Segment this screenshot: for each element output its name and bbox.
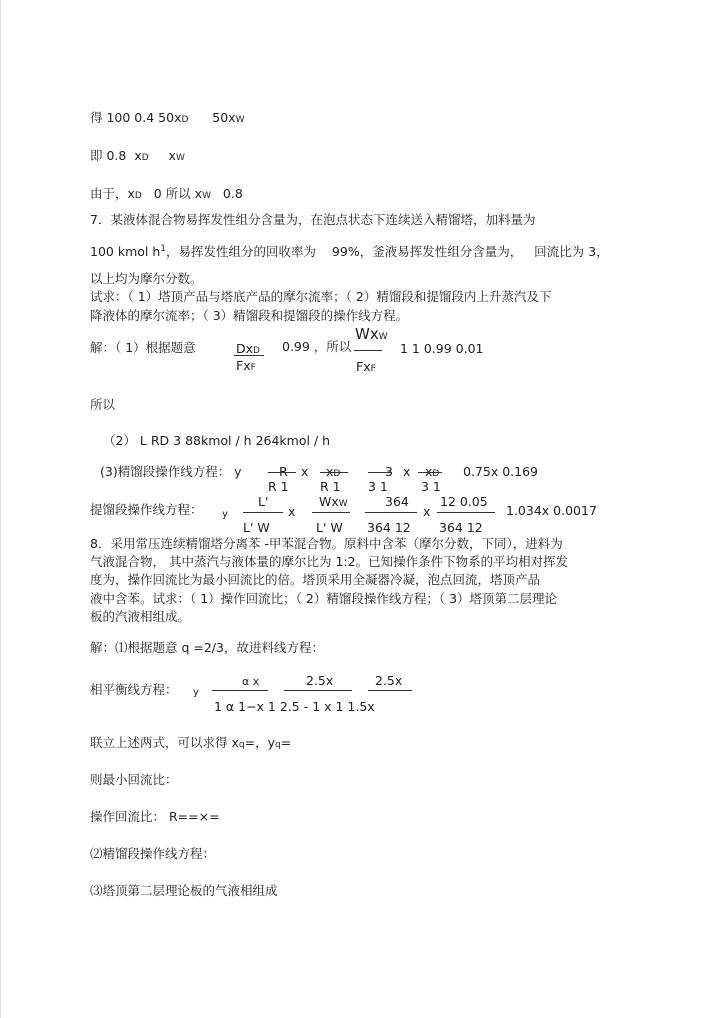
problem-8-line-2: 气液混合物， 其中蒸汽与液体量的摩尔比为 1:2。已知操作条件下物系的平均相对挥发 [90, 554, 569, 569]
eq-text: 100 kmol h [90, 244, 161, 260]
fraction-bar [243, 512, 283, 513]
subscript: q [274, 740, 281, 750]
eq-text: L' W [316, 520, 343, 535]
subscript: D [181, 115, 189, 125]
eq-line-1 [90, 111, 244, 127]
subscript: W [202, 191, 211, 201]
eq-text: x [425, 464, 433, 479]
eq-text: 0.8 [222, 186, 243, 201]
eq-text: 3 1 [368, 479, 388, 494]
solution-8-line-3 [90, 736, 291, 752]
page-edge [0, 0, 1, 1018]
subscript: D [141, 153, 149, 163]
eq-text: 1 α 1−x 1 2.5 - 1 x 1 1.5x [214, 699, 375, 714]
eq-text: x [168, 148, 176, 163]
eq-text: x [423, 504, 431, 519]
eq-text [319, 495, 348, 511]
eq-text: L' W [243, 520, 270, 535]
eq-text: = [280, 735, 292, 750]
fraction-bar [268, 472, 296, 473]
solution-2: （2） L RD 3 88kmol / h 264kmol / h [103, 433, 331, 448]
subscript: W [338, 499, 348, 509]
eq-text: 364 12 [439, 520, 483, 535]
eq-text: Wx [355, 325, 379, 343]
subscript: D [333, 469, 341, 479]
fraction-bar [234, 355, 264, 356]
problem-7-line-4: 试求：（ 1）塔顶产品与塔底产品的摩尔流率；（ 2）精馏段和提馏段内上升蒸汽及下 [90, 289, 552, 304]
eq-text: L' [258, 494, 269, 509]
eq-text: 364 [385, 494, 409, 509]
eq-line-3 [90, 187, 243, 203]
eq-text: 12 0.05 [440, 494, 488, 509]
eq-text: α x [242, 675, 260, 688]
eq-text: 即 0.8 [90, 148, 127, 163]
eq-text: 1.034x 0.0017 [506, 503, 597, 518]
problem-7-line-1: 7．某液体混合物易挥发性组分含量为，在泡点状态下连续送入精馏塔，加料量为 [90, 212, 536, 227]
solution-3-label: (3)精馏段操作线方程： y [100, 464, 242, 479]
fraction-bar [320, 472, 348, 473]
eq-text: 0 所以 x [153, 186, 203, 201]
eq-text: 1 1 0.99 0.01 [400, 341, 484, 356]
eq-text: 3 [385, 464, 393, 479]
fraction-bar [437, 512, 495, 513]
fraction-bar [284, 690, 352, 691]
eq-text: x [301, 464, 309, 479]
eq-text: 得 100 0.4 50x [90, 110, 182, 125]
fraction-bar [368, 472, 392, 473]
suoyi-label: 所以 [90, 397, 116, 412]
eq-text: Fx [356, 359, 371, 374]
subscript: F [370, 364, 376, 374]
fraction-bar [418, 472, 442, 473]
fraction-bar [212, 690, 268, 691]
solution-1-label: 解：（ 1）根据题意 [90, 340, 196, 355]
subscript: W [378, 332, 388, 342]
subscript: D [134, 191, 142, 201]
eq-text: R 1 [320, 479, 341, 494]
problem-7-line-2 [90, 242, 609, 259]
solution-8-line-7: ⑶塔顶第二层理论板的气液相组成 [90, 883, 278, 898]
solution-8-line-1: 解：⑴根据题意 q =2/3，故进料线方程： [90, 640, 324, 655]
eq-text: Fx [236, 358, 251, 373]
fraction-bar [312, 512, 350, 513]
solution-8-eq-label: 相平衡线方程： [90, 682, 178, 697]
problem-7-line-5: 降液体的摩尔流率；（ 3）精馏段和提馏段的操作线方程。 [90, 308, 409, 323]
eq-text: y [222, 509, 228, 520]
solution-8-line-4: 则最小回流比： [90, 772, 178, 787]
eq-text: 99%，釜液易挥发性组分含量为， [331, 244, 523, 260]
eq-text: 3 1 [421, 479, 441, 494]
fraction-denominator [236, 359, 256, 375]
solution-4-label: 提馏段操作线方程： [90, 502, 203, 517]
eq-text: x [326, 464, 334, 479]
problem-8-line-1: 8．采用常压连续精馏塔分离苯 -甲苯混合物。原料中含苯（摩尔分数，下同），进料为 [90, 536, 563, 551]
problem-8-line-3: 度为，操作回流比为最小回流比的倍。塔顶采用全凝器冷凝，泡点回流，塔顶产品 [90, 572, 541, 587]
eq-text: 回流比为 3， [534, 244, 609, 260]
eq-text: 2.5x [375, 673, 403, 688]
eq-text: Dx [236, 341, 254, 356]
eq-text: 364 12 [367, 520, 411, 535]
eq-text: x [403, 464, 411, 479]
eq-text: 联立上述两式，可以求得 x [90, 735, 239, 750]
subscript: W [235, 115, 245, 125]
subscript: D [253, 346, 260, 356]
subscript: q [238, 740, 245, 750]
eq-text: R [279, 464, 288, 479]
fraction-denominator [356, 360, 376, 376]
eq-text: 由于，x [90, 186, 135, 201]
eq-text: 0.99 ，所以 [282, 339, 352, 354]
subscript: F [250, 363, 256, 373]
solution-8-line-5: 操作回流比： R==×= [90, 809, 220, 824]
problem-8-line-5: 板的汽液相组成。 [90, 609, 191, 624]
eq-text: y [193, 687, 199, 698]
eq-text: Wx [319, 494, 339, 509]
fraction-bar [354, 350, 382, 351]
eq-line-2 [90, 149, 185, 165]
eq-text: R 1 [268, 479, 289, 494]
fraction-bar [365, 512, 417, 513]
eq-text: x [134, 148, 142, 163]
eq-text: 50x [212, 110, 236, 125]
problem-7-line-3: 以上均为摩尔分数。 [90, 271, 203, 286]
eq-text: 0.75x 0.169 [463, 464, 538, 479]
eq-text: x [288, 504, 296, 519]
fraction-bar [368, 690, 412, 691]
solution-8-line-6: ⑵精馏段操作线方程： [90, 846, 216, 861]
fraction-numerator [355, 327, 388, 344]
eq-text: 2.5x [306, 673, 334, 688]
problem-8-line-4: 液中含苯。试求：（ 1）操作回流比；（ 2）精馏段操作线方程；（ 3）塔顶第二层理论 [90, 591, 558, 606]
subscript: W [175, 153, 185, 163]
eq-text: ，易挥发性组分的回收率为 [166, 244, 317, 260]
subscript: D [432, 469, 440, 479]
eq-text: =，y [244, 735, 275, 750]
superscript: 1 [160, 244, 166, 254]
